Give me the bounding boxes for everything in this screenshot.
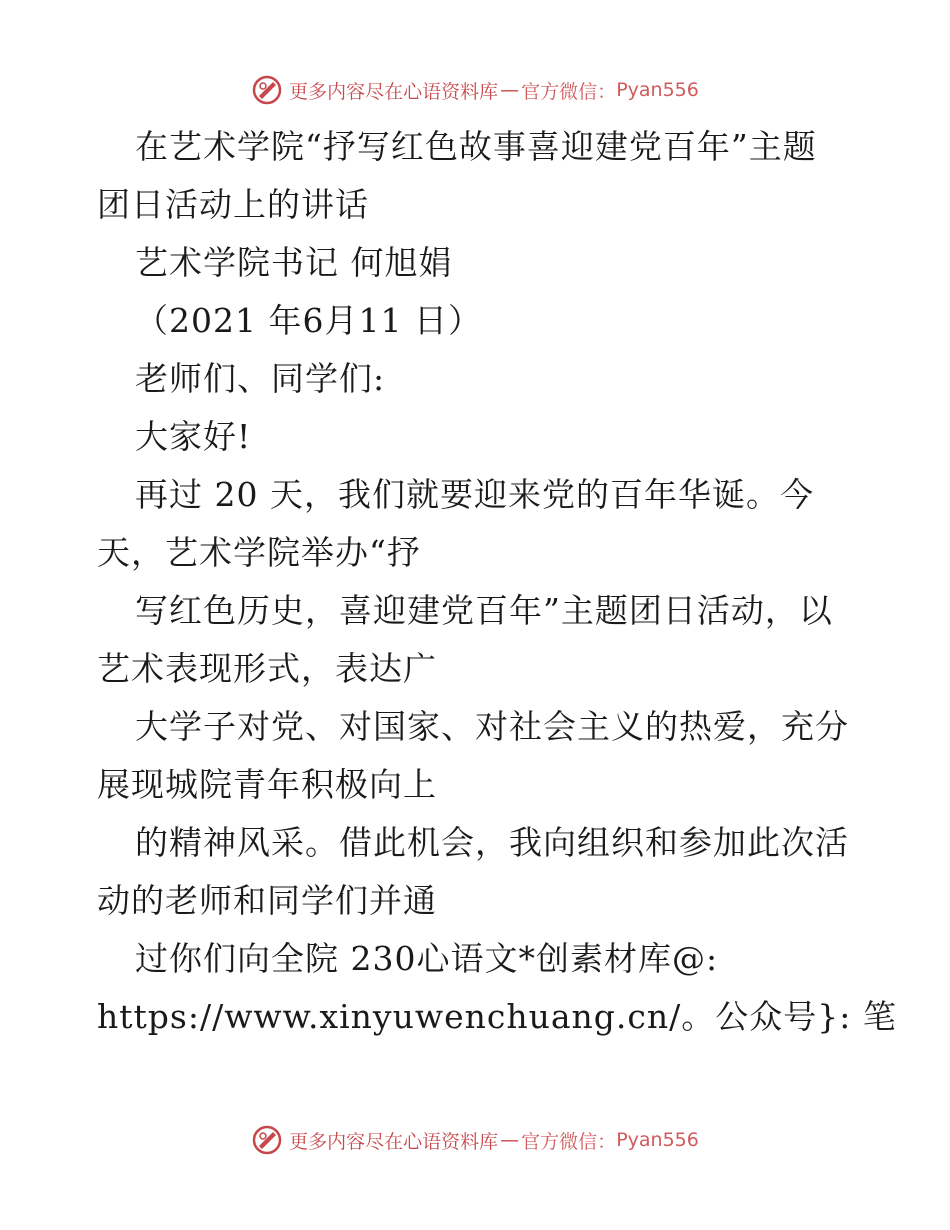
- document-line: 动的老师和同学们并通: [97, 881, 437, 920]
- document-line: 老师们、同学们:: [135, 359, 386, 398]
- document-line: 展现城院青年积极向上: [97, 765, 437, 804]
- document-line: 的精神风采。借此机会，我向组织和参加此次活: [135, 823, 849, 862]
- document-line: 天，艺术学院举办“抒: [97, 533, 421, 572]
- document-line: 大家好!: [135, 417, 252, 456]
- banner-separator: —: [500, 79, 520, 101]
- brand-logo-icon: [251, 1124, 283, 1156]
- document-line: （2021 年6月11 日）: [135, 301, 482, 340]
- banner-text: 更多内容尽在心语资料库: [289, 1130, 499, 1153]
- document-line: 写红色历史，喜迎建党百年”主题团日活动，以: [135, 591, 833, 630]
- document-line: 过你们向全院 230心语文*创素材库@:: [135, 939, 719, 978]
- document-line: https://www.xinyuwenchuang.cn/。公众号}: 笔: [97, 997, 897, 1036]
- document-line: 团日活动上的讲话: [97, 185, 369, 224]
- banner-handle: Pyan556: [616, 79, 699, 101]
- document-line: 再过 20 天，我们就要迎来党的百年华诞。今: [135, 475, 814, 514]
- banner-handle: Pyan556: [616, 1129, 699, 1151]
- footer-watermark-banner: [0, 1122, 950, 1158]
- document-line: 艺术学院书记 何旭娟: [135, 243, 453, 282]
- document-line: 艺术表现形式，表达广: [97, 649, 437, 688]
- document-body: [97, 118, 897, 1046]
- brand-logo-icon: [251, 74, 283, 106]
- banner-contact-label: 官方微信：: [521, 80, 617, 103]
- banner-contact-label: 官方微信：: [521, 1130, 617, 1153]
- document-line: 大学子对党、对国家、对社会主义的热爱，充分: [135, 707, 849, 746]
- header-watermark-banner: [0, 72, 950, 108]
- document-line: 在艺术学院“抒写红色故事喜迎建党百年”主题: [135, 127, 817, 166]
- banner-separator: —: [500, 1129, 520, 1151]
- banner-text: 更多内容尽在心语资料库: [289, 80, 499, 103]
